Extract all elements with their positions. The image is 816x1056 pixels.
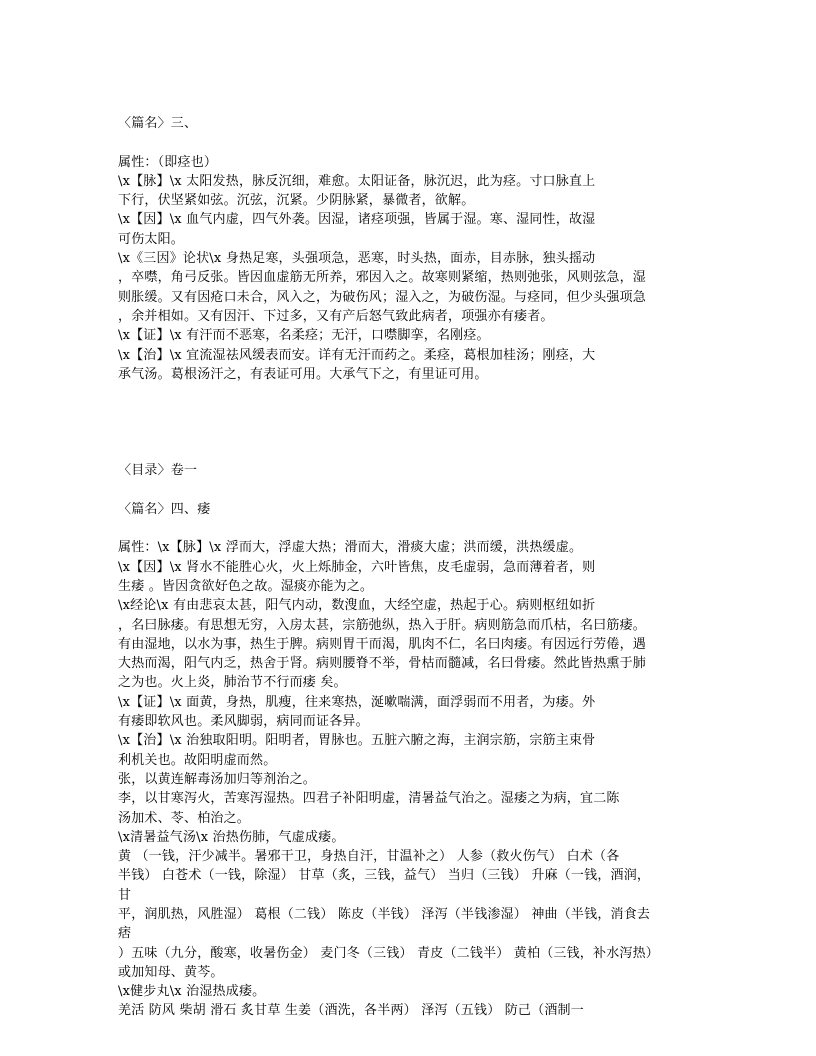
text-line: 利机关也。故阳明虚而然。 bbox=[118, 752, 277, 768]
text-line: 属性：（即痉也） bbox=[118, 154, 218, 170]
text-line: \x《三因》论状\x 身热足寒，头强项急，恶寒，时头热，面赤，目赤脉，独头摇动 bbox=[118, 251, 596, 267]
text-line: 生痿 。皆因贪欲好色之故。湿痰亦能为之。 bbox=[118, 578, 374, 594]
spacer bbox=[118, 519, 718, 538]
spacer bbox=[118, 133, 718, 152]
spacer bbox=[118, 480, 718, 499]
text-line: \x清暑益气汤\x 治热伤肺，气虚成痿。 bbox=[118, 829, 345, 845]
text-line: ，余并相如。又有因汗、下过多，又有产后怒气致此病者，项强亦有痿者。 bbox=[118, 308, 554, 324]
text-line: 大热而渴，阳气内乏，热舍于肾。病则腰脊不举，骨枯而髓减，名曰骨痿。然此皆热熏于肺 bbox=[118, 656, 647, 672]
text-line: \x【证】\x 有汗而不恶寒，名柔痉；无汗，口噤脚挛，名刚痉。 bbox=[118, 328, 490, 344]
text-line: ，卒噤，角弓反张。皆因血虚筋无所养，邪因入之。故寒则紧缩，热则弛张，风则弦急，湿 bbox=[118, 270, 647, 286]
text-line: 汤加术、苓、柏治之。 bbox=[118, 810, 251, 826]
text-line: 半钱） 白苍术（一钱，除湿） 甘草（炙，三钱，益气） 当归（三钱） 升麻（一钱，酒润， bbox=[118, 868, 651, 884]
text-line: 则胀缓。又有因疮口未合，风入之，为破伤风；湿入之，为破伤湿。与痉同，但少头强项急 bbox=[118, 289, 647, 305]
text-line: \x【治】\x 宜流湿祛风缓表而安。详有无汗而药之。柔痉，葛根加桂汤；刚痉，大 bbox=[118, 347, 596, 363]
text-line: \x【治】\x 治独取阳明。阳明者，胃脉也。五脏六腑之海，主润宗筋，宗筋主束骨 bbox=[118, 733, 596, 749]
text-line: 承气汤。葛根汤汗之，有表证可用。大承气下之，有里证可用。 bbox=[118, 366, 488, 382]
text-line: 之为也。火上炎，肺治节不行而痿 矣。 bbox=[118, 675, 347, 691]
section-body bbox=[118, 153, 718, 385]
section-body bbox=[118, 538, 718, 1020]
text-line: \x健步丸\x 治湿热成痿。 bbox=[118, 984, 266, 1000]
toc-heading: 〈目录〉卷一 bbox=[118, 463, 198, 479]
text-line: 属性：\x【脉】\x 浮而大，浮虚大热；滑而大，滑痰大虚；洪而缓，洪热缓虚。 bbox=[118, 540, 583, 556]
text-line: 下行，伏坚紧如弦。沉弦，沉紧。少阴脉紧，暴微者，欲解。 bbox=[118, 193, 475, 209]
text-line: 张，以黄连解毒汤加归等剂治之。 bbox=[118, 771, 317, 787]
text-line: 可伤太阳。 bbox=[118, 231, 185, 247]
text-line: \x【证】\x 面黄，身热，肌瘦，往来寒热，涎嗽喘满，面浮弱而不用者，为痿。外 bbox=[118, 694, 596, 710]
section-heading: 〈篇名〉四、痿 bbox=[118, 501, 211, 517]
text-line: \x经论\x 有由悲哀太甚，阳气内动，数溲血，大经空虚，热起于心。病则枢纽如折 bbox=[118, 598, 596, 614]
text-line: 有痿即软风也。柔风脚弱，病同而证各异。 bbox=[118, 714, 369, 730]
text-line: \x【因】\x 肾水不能胜心火，火上烁肺金，六叶皆焦，皮毛虚弱，急而薄着者，则 bbox=[118, 559, 596, 575]
text-line: 痞 bbox=[118, 926, 132, 942]
text-line: ，名曰脉痿。有思想无穷，入房太甚，宗筋弛纵，热入于肝。病则筋急而爪枯，名曰筋痿。 bbox=[118, 617, 647, 633]
text-line: 黄 （一钱，汗少减半。暑邪干卫，身热自汗，甘温补之） 人参（救火伤气） 白术（各 bbox=[118, 849, 620, 865]
section-heading: 〈篇名〉三、 bbox=[118, 116, 198, 131]
document-page bbox=[118, 114, 718, 1021]
text-line: \x【因】\x 血气内虚，四气外袭。因湿，诸痉项强，皆属于湿。寒、湿同性，故湿 bbox=[118, 212, 596, 228]
text-line: \x【脉】\x 太阳发热，脉反沉细，难愈。太阳证备，脉沉迟，此为痉。寸口脉直上 bbox=[118, 173, 596, 189]
text-line: 或加知母、黄芩。 bbox=[118, 964, 224, 980]
text-line: 有由湿地，以水为事，热生于脾。病则胃干而渴，肌肉不仁，名曰肉痿。有因远行劳倦，遇 bbox=[118, 636, 647, 652]
spacer bbox=[118, 384, 718, 461]
text-line: 甘 bbox=[118, 887, 132, 903]
text-line: 平，润肌热，风胜湿） 葛根（二钱） 陈皮（半钱） 泽泻（半钱渗湿） 神曲（半钱，消食去 bbox=[118, 906, 651, 922]
text-line: 羌活 防风 柴胡 滑石 炙甘草 生姜（酒洗，各半两） 泽泻（五钱） 防己（酒制一 bbox=[118, 1003, 584, 1019]
text-line: ）五味（九分，酸寒，收暑伤金） 麦门冬（三钱） 青皮（二钱半） 黄柏（三钱，补水泻热） bbox=[118, 945, 659, 961]
text-line: 李，以甘寒泻火，苦寒泻湿热。四君子补阳明虚，清暑益气治之。湿痿之为病，宜二陈 bbox=[118, 791, 620, 807]
